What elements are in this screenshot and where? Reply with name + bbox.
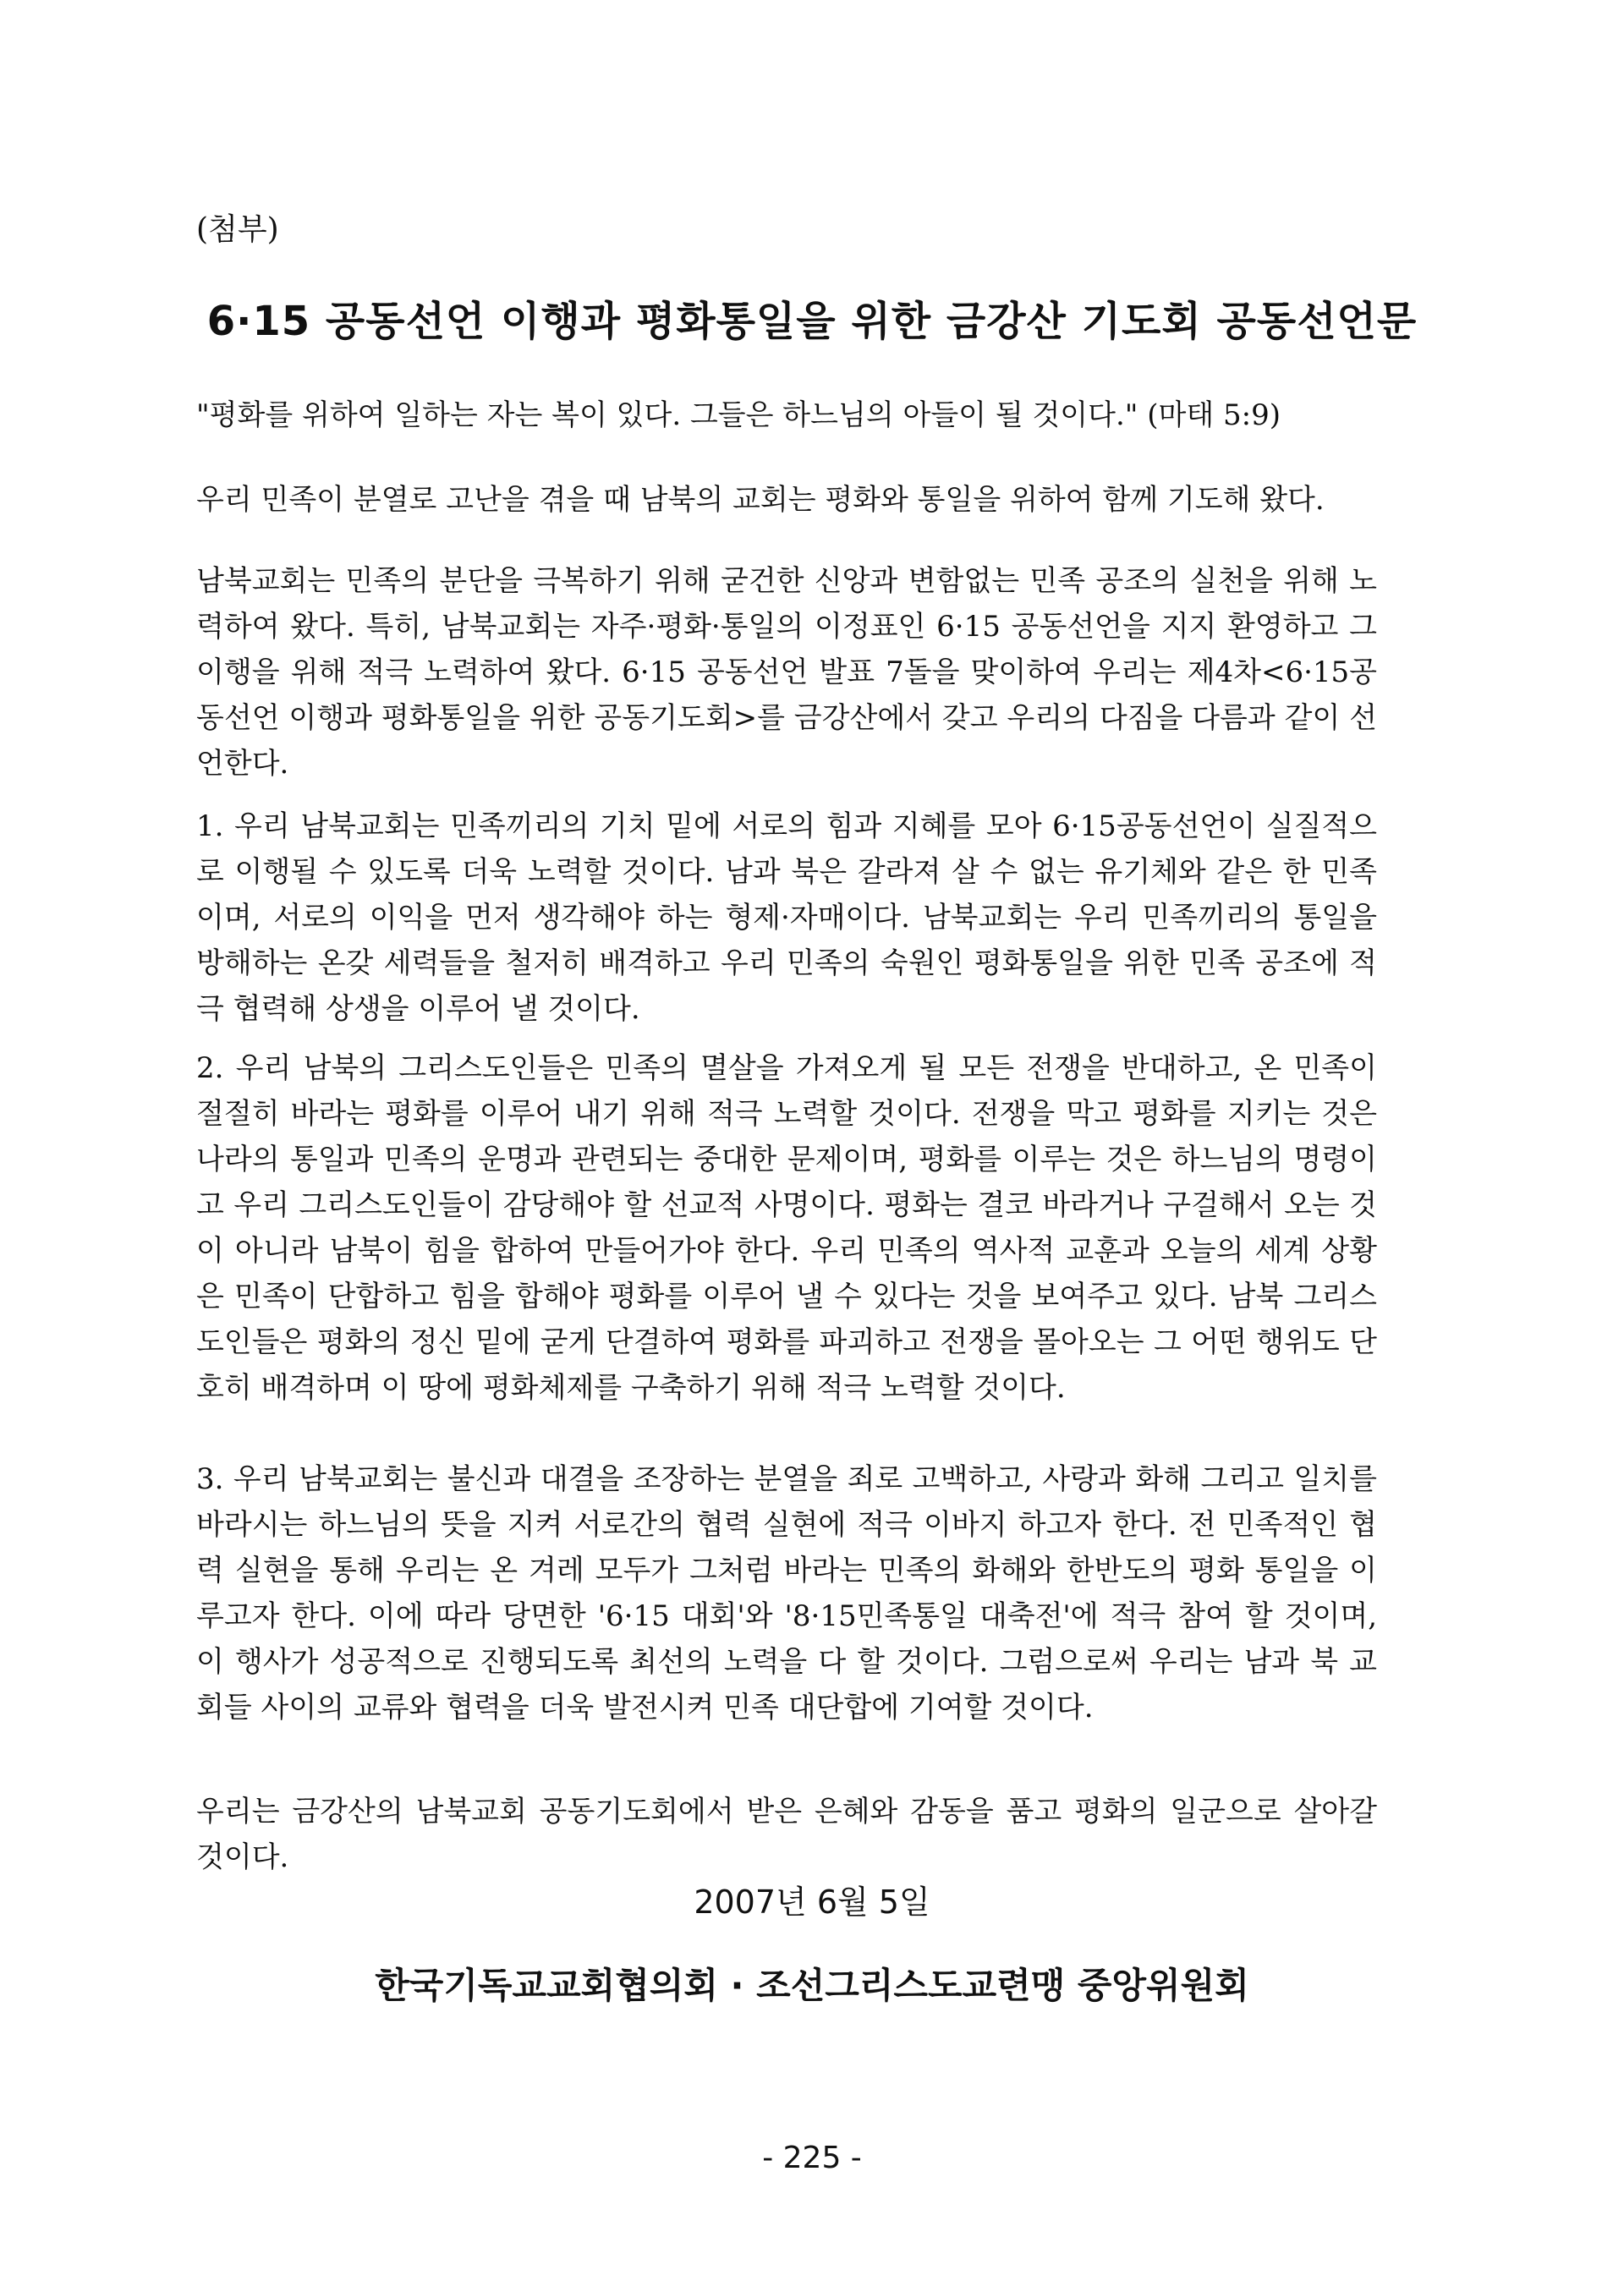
attachment-label: (첨부) xyxy=(196,212,279,247)
page-title: 6·15 공동선언 이행과 평화통일을 위한 금강산 기도회 공동선언문 xyxy=(206,298,1418,345)
intro-paragraph: 우리 민족이 분열로 고난을 겪을 때 남북의 교회는 평화와 통일을 위하여 함께 기도해 왔다. xyxy=(196,483,1325,517)
declaration-item-2: 2. 우리 남북의 그리스도인들은 민족의 멸살을 가져오게 될 모든 전쟁을 반대하고, 온 민족이 절절히 바라는 평화를 이루어 내기 위해 적극 노력할 것이다. 전쟁을 막고 평화를 지키는 것은 나라의 통일과 민족의 운명과 관련되는 중대한 문제이며, 평화를 이루는 것은 하느님의 명령이고 우리 그리스도인들이 감당해야 할 선교적 사명이다. 평화는 결코 바라거나 구걸해서 오는 것이 아니라 남북이 힘을 합하여 만들어가야 한다. 우리 민족의 역사적 교훈과 오늘의 세계 상황은 민족이 단합하고 힘을 합해야 평화를 이루어 낼 수 있다는 것을 보여주고 있다. 남북 그리스도인들은 평화의 정신 밑에 굳게 단결하여 평화를 파괴하고 전쟁을 몰아오는 그 어떤 행위도 단호히 배격하며 이 땅에 평화체제를 구축하기 위해 적극 노력할 것이다. xyxy=(196,1051,1377,1405)
closing-paragraph: 우리는 금강산의 남북교회 공동기도회에서 받은 은혜와 감동을 품고 평화의 일군으로 살아갈 것이다. xyxy=(196,1795,1377,1874)
body-paragraph: 남북교회는 민족의 분단을 극복하기 위해 굳건한 신앙과 변함없는 민족 공조의 실천을 위해 노력하여 왔다. 특히, 남북교회는 자주·평화·통일의 이정표인 6·15 공동선언을 지지 환영하고 그 이행을 위해 적극 노력하여 왔다. 6·15 공동선언 발표 7돌을 맞이하여 우리는 제4차<6·15공동선언 이행과 평화통일을 위한 공동기도회>를 금강산에서 갖고 우리의 다짐을 다름과 같이 선언한다. xyxy=(196,564,1377,781)
declaration-item-3: 3. 우리 남북교회는 불신과 대결을 조장하는 분열을 죄로 고백하고, 사랑과 화해 그리고 일치를 바라시는 하느님의 뜻을 지켜 서로간의 협력 실현에 적극 이바지 하고자 한다. 전 민족적인 협력 실현을 통해 우리는 온 겨레 모두가 그처럼 바라는 민족의 화해와 한반도의 평화 통일을 이루고자 한다. 이에 따라 당면한 '6·15 대회'와 '8·15민족통일 대축전'에 적극 참여 할 것이며, 이 행사가 성공적으로 진행되도록 최선의 노력을 다 할 것이다. 그럼으로써 우리는 남과 북 교회들 사이의 교류와 협력을 더욱 발전시켜 민족 대단합에 기여할 것이다. xyxy=(196,1462,1377,1724)
page-number: - 225 - xyxy=(762,2141,862,2175)
epigraph-quote: "평화를 위하여 일하는 자는 복이 있다. 그들은 하느님의 아들이 될 것이다." (마태 5:9) xyxy=(196,398,1281,432)
declaration-item-1: 1. 우리 남북교회는 민족끼리의 기치 밑에 서로의 힘과 지혜를 모아 6·15공동선언이 실질적으로 이행될 수 있도록 더욱 노력할 것이다. 남과 북은 갈라져 살 수 없는 유기체와 같은 한 민족이며, 서로의 이익을 먼저 생각해야 하는 형제·자매이다. 남북교회는 우리 민족끼리의 통일을 방해하는 온갖 세력들을 철저히 배격하고 우리 민족의 숙원인 평화통일을 위한 민족 공조에 적극 협력해 상생을 이루어 낼 것이다. xyxy=(196,809,1377,1026)
signatories: 한국기독교교회협의회 · 조선그리스도교련맹 중앙위원회 xyxy=(375,1965,1249,2006)
document-date: 2007년 6월 5일 xyxy=(694,1883,930,1921)
